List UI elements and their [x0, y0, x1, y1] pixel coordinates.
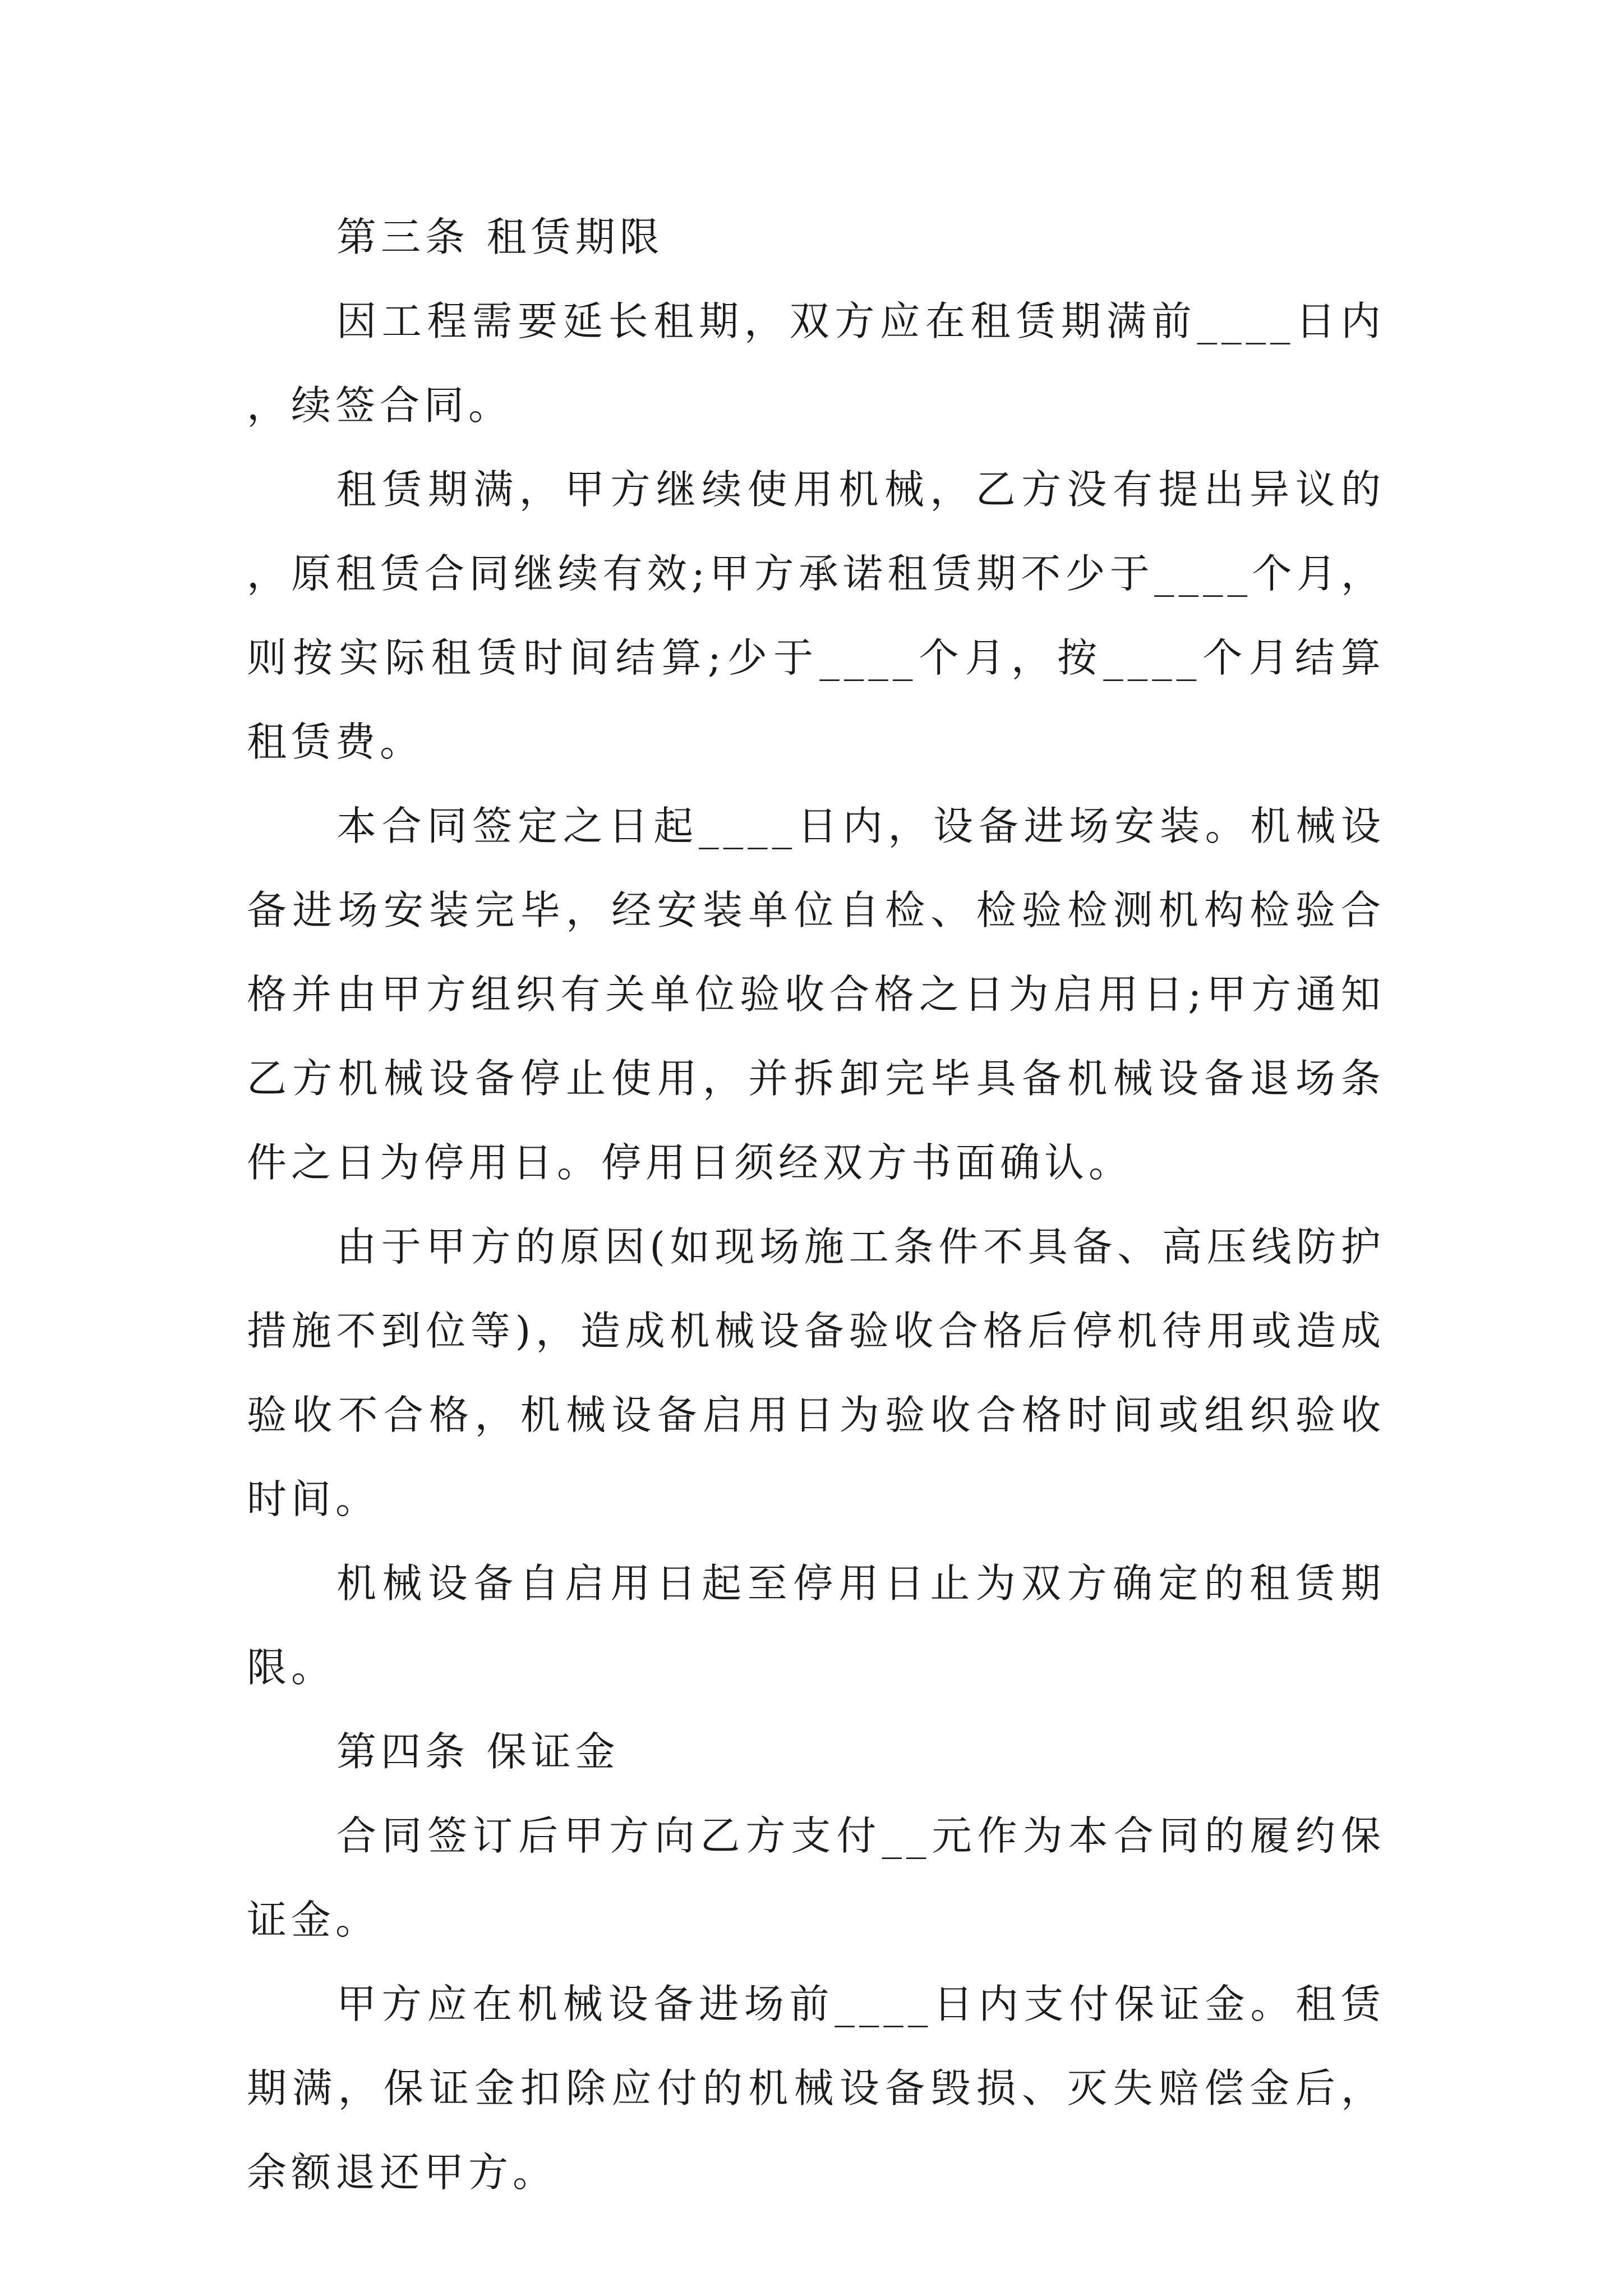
paragraph-lease-period: 机械设备自启用日起至停用日止为双方确定的租赁期限。: [247, 1560, 1385, 1691]
paragraph-deposit-amount: 合同签订后甲方向乙方支付__元作为本合同的履约保证金。: [247, 1812, 1385, 1943]
paragraph-deposit-payment: 甲方应在机械设备进场前____日内支付保证金。租赁期满，保证金扣除应付的机械设备毁损、灭失赔偿金后，余额退还甲方。: [247, 1981, 1385, 2196]
paragraph-party-a-cause: 由于甲方的原因(如现场施工条件不具备、高压线防护措施不到位等)，造成机械设备验收合格后停机待用或造成验收不合格，机械设备启用日为验收合格时间或组织验收时间。: [247, 1223, 1385, 1522]
paragraph-lease-expiry: 租赁期满，甲方继续使用机械，乙方没有提出异议的，原租赁合同继续有效;甲方承诺租赁期不少于____个月，则按实际租赁时间结算;少于____个月，按____个月结算租赁费。: [247, 466, 1385, 765]
document-body: [247, 195, 1385, 2215]
paragraph-installation: 本合同签定之日起____日内，设备进场安装。机械设备进场安装完毕，经安装单位自检、检验检测机构检验合格并由甲方组织有关单位验收合格之日为启用日;甲方通知乙方机械设备停止使用，并拆卸完毕具备机械设备退场条件之日为停用日。停用日须经双方书面确认。: [247, 803, 1385, 1186]
article-3-heading: 第三条 租赁期限: [336, 214, 664, 260]
article-4-heading: 第四条 保证金: [336, 1728, 620, 1775]
paragraph-lease-extension: 因工程需要延长租期，双方应在租赁期满前____日内，续签合同。: [247, 298, 1385, 429]
